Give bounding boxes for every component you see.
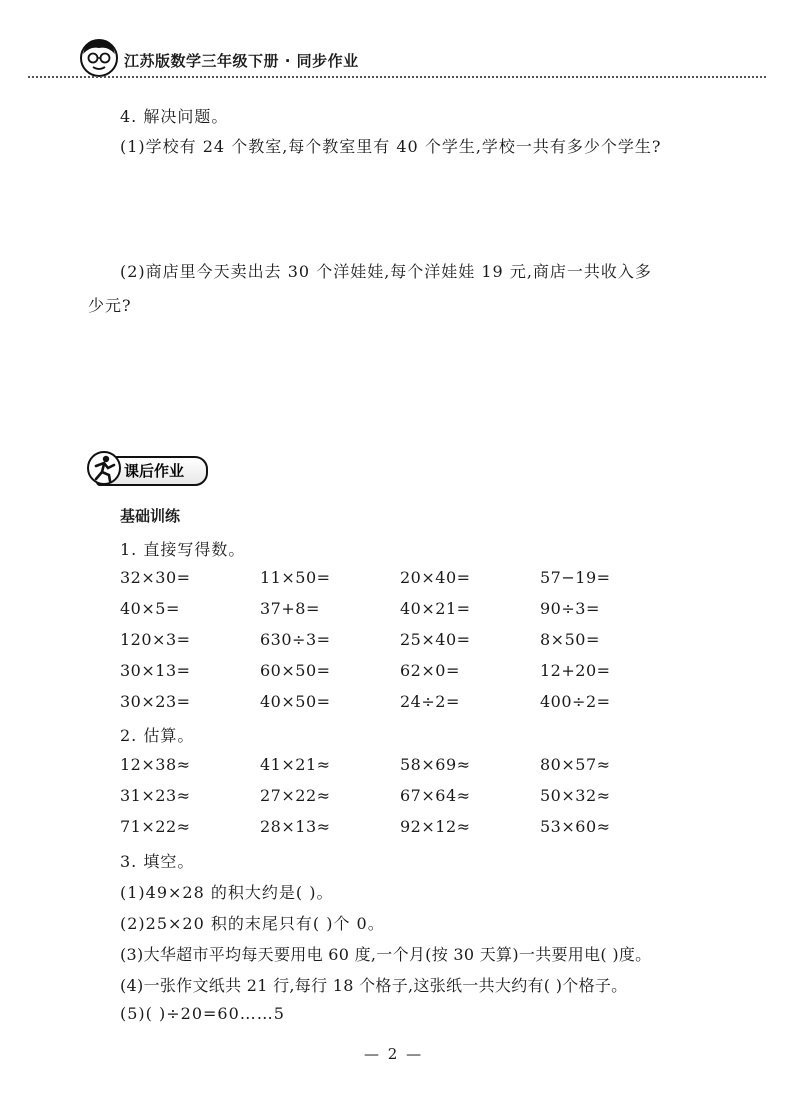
ex1-r1-c3: 20×40=: [400, 568, 471, 587]
ex1-heading: 1. 直接写得数。: [120, 540, 246, 559]
ex1-r3-c2: 630÷3=: [260, 630, 331, 649]
ex2-r3-c2: 28×13≈: [260, 817, 331, 836]
ex1-r5-c2: 40×50=: [260, 692, 331, 711]
ex2-heading: 2. 估算。: [120, 726, 195, 745]
ex1-r4-c3: 62×0=: [400, 661, 460, 680]
section-badge-label: 课后作业: [124, 462, 185, 480]
ex1-r5-c1: 30×23=: [120, 692, 191, 711]
ex3-item-5: (5)( )÷20=60……5: [120, 1004, 285, 1023]
ex1-r3-c3: 25×40=: [400, 630, 471, 649]
ex1-r2-c4: 90÷3=: [540, 599, 600, 618]
ex1-r4-c2: 60×50=: [260, 661, 331, 680]
ex2-r1-c2: 41×21≈: [260, 755, 331, 774]
q4-problem-2-line2: 少元?: [88, 296, 132, 315]
ex1-r1-c1: 32×30=: [120, 568, 191, 587]
ex1-r1-c4: 57−19=: [540, 568, 611, 587]
ex2-r2-c4: 50×32≈: [540, 786, 611, 805]
q4-problem-2-line1: (2)商店里今天卖出去 30 个洋娃娃,每个洋娃娃 19 元,商店一共收入多: [120, 262, 652, 281]
ex3-item-1: (1)49×28 的积大约是( )。: [120, 883, 334, 902]
ex2-r1-c3: 58×69≈: [400, 755, 471, 774]
ex2-r1-c4: 80×57≈: [540, 755, 611, 774]
mascot-face-icon: [78, 36, 120, 78]
ex2-r3-c1: 71×22≈: [120, 817, 191, 836]
ex3-item-3: (3)大华超市平均每天要用电 60 度,一个月(按 30 天算)一共要用电( )度。: [120, 945, 652, 964]
ex1-r3-c4: 8×50=: [540, 630, 600, 649]
q4-problem-1: (1)学校有 24 个教室,每个教室里有 40 个学生,学校一共有多少个学生?: [120, 137, 662, 156]
ex1-r5-c3: 24÷2=: [400, 692, 460, 711]
ex1-r3-c1: 120×3=: [120, 630, 191, 649]
section-subtitle: 基础训练: [120, 507, 181, 525]
ex2-r2-c3: 67×64≈: [400, 786, 471, 805]
ex2-r2-c1: 31×23≈: [120, 786, 191, 805]
ex3-item-2: (2)25×20 积的末尾只有( )个 0。: [120, 914, 385, 933]
ex1-r2-c1: 40×5=: [120, 599, 180, 618]
ex1-r4-c4: 12+20=: [540, 661, 611, 680]
ex1-r2-c2: 37+8=: [260, 599, 320, 618]
ex2-r3-c3: 92×12≈: [400, 817, 471, 836]
ex1-r5-c4: 400÷2=: [540, 692, 611, 711]
ex3-item-4: (4)一张作文纸共 21 行,每行 18 个格子,这张纸一共大约有( )个格子。: [120, 976, 628, 995]
q4-heading: 4. 解决问题。: [120, 107, 229, 126]
header-logo: [78, 36, 120, 78]
ex1-r4-c1: 30×13=: [120, 661, 191, 680]
ex1-r1-c2: 11×50=: [260, 568, 331, 587]
ex2-r1-c1: 12×38≈: [120, 755, 191, 774]
ex2-r2-c2: 27×22≈: [260, 786, 331, 805]
ex3-heading: 3. 填空。: [120, 852, 195, 871]
runner-icon: [86, 450, 122, 486]
page-number: — 2 —: [364, 1045, 424, 1063]
header-divider: [28, 76, 766, 78]
header-title: 江苏版数学三年级下册 · 同步作业: [124, 52, 359, 70]
ex2-r3-c4: 53×60≈: [540, 817, 611, 836]
ex1-r2-c3: 40×21=: [400, 599, 471, 618]
